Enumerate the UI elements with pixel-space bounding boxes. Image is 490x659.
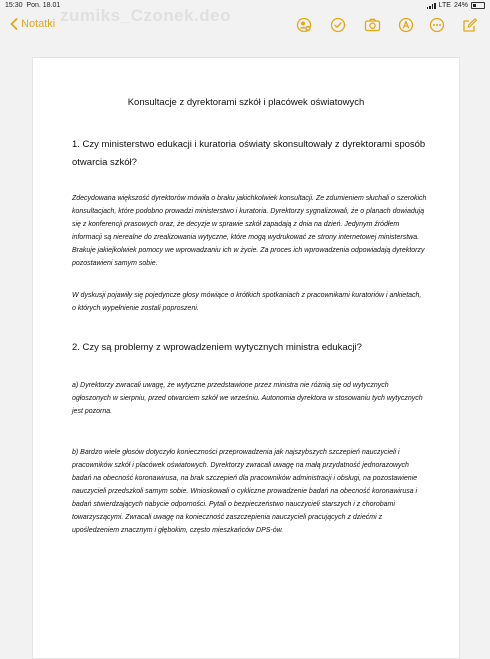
answer-1: Zdecydowana większość dyrektorów mówiła o braku jakichkolwiek konsultacji. Ze zdumieniem słuchali o szerokich konsultacjach, które podobno prowadzi ministerstwo i kuratoria. Dyrektorzy sygnalizowali, że o planach dowiadują się z konferencji prasowych oraz, że decyzje w sprawie szkół zapadają z dnia na dzień. Jedynym źródłem informacji są nierealne do zrealizowania wytyczne, które mogą wydrukować ze strony internetowej ministerstwa. Brakuje jakiejkolwiek pomocy we wprowadzaniu ich w życie. Za proces ich wprowadzenia odpowiadają dyrektorzy pozostawieni samym sobie. xyxy=(72,195,427,267)
checklist-icon[interactable] xyxy=(329,16,347,34)
answer-1-note: W dyskusji pojawiły się pojedyncze głosy mówiące o krótkich spotkaniach z pracownikami kuratoriów i ankietach, o których wypełnienie zostali poproszeni. xyxy=(72,292,422,312)
compose-icon[interactable] xyxy=(461,16,479,34)
battery-label: 24% xyxy=(453,2,468,9)
question-2: 2. Czy są problemy z wprowadzeniem wytycznych ministra edukacji? xyxy=(72,342,362,353)
status-date: Pon. 18.01 xyxy=(26,2,61,9)
answer-2b: b) Bardzo wiele głosów dotyczyło konieczności przeprowadzenia jak najszybszych szczepień nauczycieli i pracowników szkół i placówek oświatowych. Dyrektorzy zwracali uwagę na małą przydatność jednorazowych badań na obecność koronawirusa, na brak szczepień dla pracowników administracji i obsługi, na pozostawienie nauczycieli przedszkoli samym sobie. Wnioskowali o cykliczne prowadzenie badań na obecność koronawirusa i badań stwierdzających nabycie odporności. Pytali o bezpieczeństwo nauczycieli starszych i z chorobami towarzyszącymi. Zwracali uwagę na konieczność zaszczepienia nauczycieli pracujących z dziećmi z upośledzeniem znacznym i głębokim, często mieszkańców DPS-ów. xyxy=(72,449,418,534)
battery-icon xyxy=(471,2,485,9)
camera-icon[interactable] xyxy=(363,16,381,34)
status-time: 15:30 xyxy=(5,2,23,9)
status-time-date xyxy=(5,2,60,9)
ghost-note-title: zumiks_Czonek.deo xyxy=(60,6,231,25)
answer-2a: a) Dyrektorzy zwracali uwagę, że wytyczne przedstawione przez ministra nie różnią się od wytycznych ogłoszonych w sierpniu, przed otwarciem szkół we wrześniu. Autonomia dyrektora w stosowaniu tych wytycznych jest pozorna. xyxy=(72,382,423,415)
question-1: 1. Czy ministerstwo edukacji i kuratoria oświaty skonsultowały z dyrektorami sposób otwarcia szkół? xyxy=(72,139,426,168)
more-icon[interactable] xyxy=(428,16,446,34)
document-title: Konsultacje z dyrektorami szkół i placówek oświatowych xyxy=(127,97,365,108)
status-right xyxy=(427,2,485,9)
network-label: LTE xyxy=(438,2,451,9)
markup-icon[interactable] xyxy=(397,16,415,34)
collaborate-icon[interactable] xyxy=(295,16,313,34)
signal-icon xyxy=(427,3,436,9)
back-label: Notatki xyxy=(21,18,56,30)
document-page[interactable] xyxy=(32,57,460,659)
toolbar xyxy=(0,16,490,36)
